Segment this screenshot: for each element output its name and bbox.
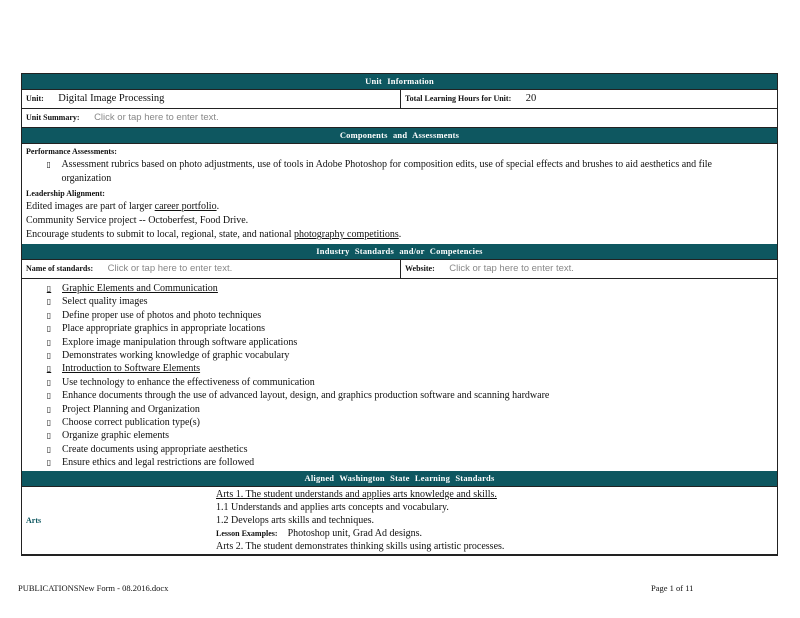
leadership-line-3-text: Encourage students to submit to local, regional, state, and national [26,229,294,240]
leadership-line-1-text: Edited images are part of larger [26,201,155,212]
industry-item-text: Choose correct publication type(s) [62,417,201,429]
bullet-icon: ▯ [46,404,52,414]
industry-items [26,282,773,470]
industry-item-text: Project Planning and Organization [62,403,200,415]
unit-form [21,73,778,556]
standards-name-label: Name of standards: [26,264,94,273]
industry-item-text[interactable]: Graphic Elements and Communication [62,283,218,294]
industry-item-text: Select quality images [62,296,148,308]
aligned-line-3: 1.2 Develops arts skills and techniques. [216,514,375,526]
industry-item-text: Demonstrates working knowledge of graphic vocabulary [62,350,290,362]
lesson-examples-text: Photoshop unit, Grad Ad designs. [287,527,423,539]
standards-name-row [22,259,777,278]
bullet-icon: ▯ [46,431,52,441]
industry-item-text: Define proper use of photos and photo techniques [62,309,262,321]
website-label: Website: [405,264,435,273]
bullet-icon: ▯ [46,310,52,320]
summary-row [22,108,777,127]
bullet-icon: ▯ [46,351,52,361]
bullet-icon: ▯ [46,297,52,307]
industry-item [26,429,773,442]
hours-cell [401,90,777,108]
bullet-icon: ▯ [46,337,52,347]
industry-item-text: Use technology to enhance the effectiveness of communication [62,376,315,388]
aligned-line-2: 1.1 Understands and applies arts concepts and vocabulary. [216,501,449,513]
industry-item [26,389,773,402]
unit-information-header: Unit Information [22,74,777,89]
industry-item [26,309,773,322]
industry-item [26,443,773,456]
industry-item [26,282,773,295]
lesson-examples-label: Lesson Examples: [216,528,278,538]
leadership-line-1-end: . [216,201,220,212]
industry-item [26,456,773,469]
bullet-icon: ▯ [46,324,52,334]
industry-item-text: Create documents using appropriate aesthetics [62,443,248,455]
industry-item [26,416,773,429]
industry-item-text: Ensure ethics and legal restrictions are followed [62,457,255,469]
unit-row [22,89,777,108]
performance-label: Performance Assessments: [26,147,117,156]
industry-item-text: Enhance documents through the use of advanced layout, design, and graphics production software and scanning hardware [62,390,550,402]
leadership-line-2: Community Service project -- Octoberfest, Food Drive. [26,215,249,226]
bullet-icon: ▯ [46,377,52,387]
components-header: Components and Assessments [22,127,777,143]
industry-item-text: Place appropriate graphics in appropriate locations [62,323,265,335]
industry-item-text: Organize graphic elements [62,430,169,442]
standards-name-cell [22,260,401,278]
bullet-icon: ▯ [46,458,52,468]
bullet-icon: ▯ [46,444,52,454]
bullet-icon: ▯ [46,284,52,293]
industry-item-text: Explore image manipulation through software applications [62,336,298,348]
industry-item [26,376,773,389]
aligned-row [22,486,777,554]
industry-item [26,349,773,362]
website-input[interactable]: Click or tap here to enter text. [449,263,574,274]
industry-item [26,403,773,416]
unit-label: Unit: [26,94,44,103]
industry-item [26,362,773,375]
industry-list [22,278,777,471]
bullet-icon: ▯ [46,418,52,428]
leadership-line-1 [26,200,773,214]
aligned-line-5: Arts 2. The student demonstrates thinking skills using artistic processes. [216,540,505,552]
summary-cell [22,109,777,127]
footer-page-number: Page 1 of 11 [651,583,694,593]
aligned-subject: Arts [26,515,42,525]
standards-name-input[interactable]: Click or tap here to enter text. [107,263,233,274]
unit-value[interactable]: Digital Image Processing [58,93,165,104]
leadership-line-3-end: . [398,229,402,240]
aligned-line-1[interactable]: Arts 1. The student understands and applies arts knowledge and skills. [216,488,497,500]
hours-value[interactable]: 20 [525,93,537,104]
website-cell [401,260,777,278]
industry-item [26,322,773,335]
bullet-icon: ▯ [46,364,52,374]
industry-item-text[interactable]: Introduction to Software Elements [62,363,201,375]
leadership-label: Leadership Alignment: [26,189,105,198]
industry-item [26,295,773,308]
components-section [22,143,777,244]
unit-cell [22,90,401,108]
industry-item [26,336,773,349]
performance-item-text: Assessment rubrics based on photo adjustments, use of tools in Adobe Photoshop for composition edits, use of special effects and brushes to aid aesthetics and file organization [61,159,712,184]
form-table [21,73,778,556]
photography-competitions-link[interactable]: photography competitions [294,229,399,240]
performance-item [26,158,773,186]
aligned-header: Aligned Washington State Learning Standards [22,471,777,486]
bullet-icon: ▯ [46,160,51,169]
hours-label: Total Learning Hours for Unit: [405,94,512,103]
leadership-line-3 [26,228,773,242]
career-portfolio-link[interactable]: career portfolio [154,201,217,212]
summary-input[interactable]: Click or tap here to enter text. [94,112,219,123]
industry-header: Industry Standards and/or Competencies [22,244,777,259]
footer-filename: PUBLICATIONSNew Form - 08.2016.docx [18,583,169,593]
aligned-line-4 [216,527,773,540]
summary-label: Unit Summary: [26,113,80,122]
bullet-icon: ▯ [46,391,52,401]
aligned-content [212,487,777,554]
